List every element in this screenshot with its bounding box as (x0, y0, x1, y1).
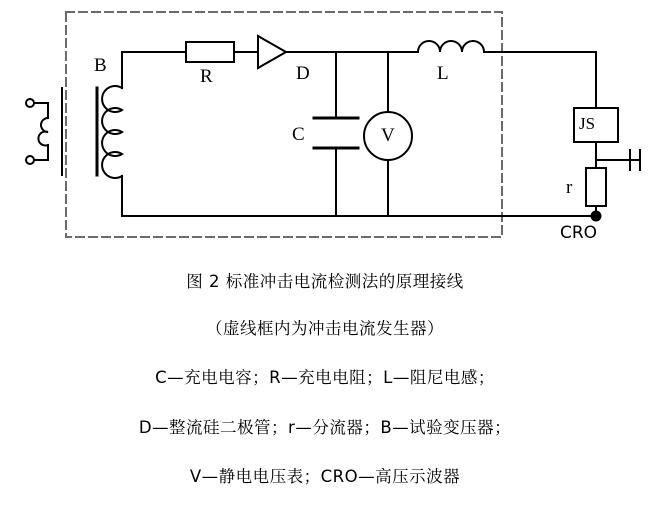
transformer-input-terminal-top (26, 99, 34, 107)
label-capacitor: C (292, 124, 305, 145)
label-oscilloscope: CRO (560, 223, 598, 243)
label-inductor: L (437, 63, 449, 84)
transformer-primary-coil (38, 118, 48, 146)
resistor-body (186, 42, 234, 62)
figure-subtitle: （虚线框内为冲击电流发生器） (206, 318, 444, 338)
figure-title: 图 2 标准冲击电流检测法的原理接线 (186, 272, 464, 291)
diode-triangle (258, 36, 286, 68)
legend-line-1: C—充电电容；R—充电电阻；L—阻尼电感； (155, 368, 495, 387)
label-diode: D (296, 63, 310, 84)
label-spark-gap: JS (579, 114, 596, 133)
label-resistor: R (200, 66, 213, 87)
cro-terminal-node (592, 212, 601, 221)
label-shunt: r (566, 177, 573, 198)
transformer-secondary-coil (102, 86, 122, 178)
figure-captions (0, 262, 650, 486)
shunt-resistor-body (586, 168, 606, 206)
label-voltmeter: V (381, 125, 395, 146)
transformer-input-terminal-bottom (26, 156, 34, 164)
legend-line-3: V—静电电压表；CRO—高压示波器 (189, 467, 461, 486)
label-transformer: B (94, 55, 107, 76)
inductor-coil (418, 41, 484, 52)
impulse-generator-boundary (66, 12, 502, 237)
legend-line-2: D—整流硅二极管；r—分流器；B—试验变压器； (138, 417, 512, 437)
